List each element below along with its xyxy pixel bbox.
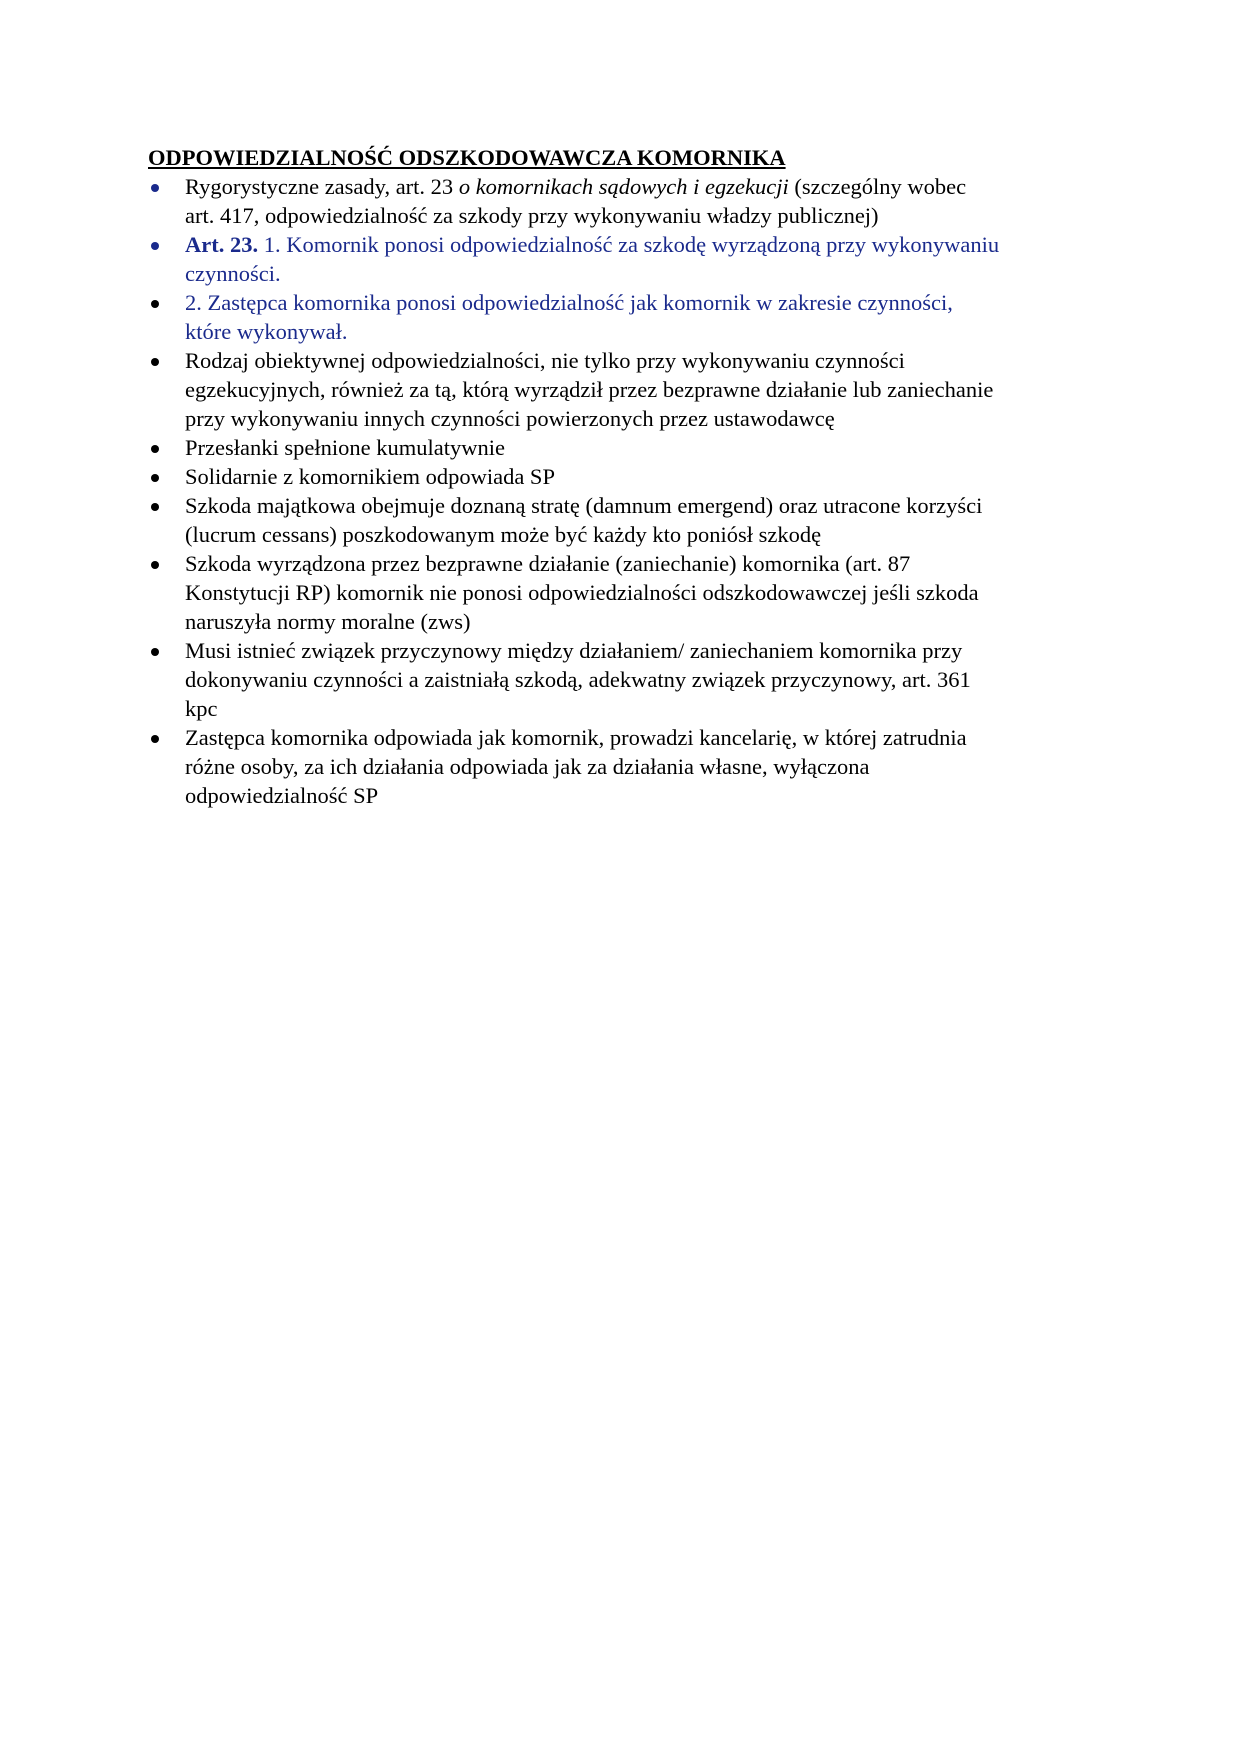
list-item-line: Konstytucji RP) komornik nie ponosi odpowiedzialności odszkodowawczej jeśli szkoda: [185, 580, 979, 605]
list-item-line: odpowiedzialność SP: [185, 783, 379, 808]
bullet-icon: [151, 648, 159, 656]
bullet-icon: [151, 242, 159, 250]
list-item-line: egzekucyjnych, również za tą, którą wyrządził przez bezprawne działanie lub zaniechanie: [185, 377, 994, 402]
bullet-icon: [151, 474, 159, 482]
list-item-line: które wykonywał.: [185, 319, 348, 344]
document-title: ODPOWIEDZIALNOŚĆ ODSZKODOWAWCZA KOMORNIKA: [148, 145, 786, 170]
list-item-line: Rodzaj obiektywnej odpowiedzialności, nie tylko przy wykonywaniu czynności: [185, 348, 905, 373]
article-number: Art. 23.: [185, 232, 259, 257]
list-item-line: Musi istnieć związek przyczynowy między działaniem/ zaniechaniem komornika przy: [185, 638, 963, 663]
bullet-icon: [151, 503, 159, 511]
list-item-line: dokonywaniu czynności a zaistniałą szkodą, adekwatny związek przyczynowy, art. 361: [185, 667, 971, 692]
list-item: [148, 288, 1108, 346]
list-item-line: art. 417, odpowiedzialność za szkody przy wykonywaniu władzy publicznej): [185, 203, 879, 228]
list-item: [148, 636, 1108, 723]
document-page: [148, 143, 1108, 810]
list-item: [148, 491, 1108, 549]
list-item-line: różne osoby, za ich działania odpowiada jak za działania własne, wyłączona: [185, 754, 870, 779]
list-item: [148, 723, 1108, 810]
list-item-line: Art. 23. 1. Komornik ponosi odpowiedzialność za szkodę wyrządzoną przy wykonywaniu: [185, 232, 1000, 257]
bullet-icon: [151, 561, 159, 569]
list-item: [148, 230, 1108, 288]
bullet-icon: [151, 184, 159, 192]
list-item-line: czynności.: [185, 261, 281, 286]
list-item: [148, 433, 1108, 462]
list-item-line: (lucrum cessans) poszkodowanym może być każdy kto poniósł szkodę: [185, 522, 822, 547]
list-item: [148, 172, 1108, 230]
bullet-icon: [151, 735, 159, 743]
statute-name: o komornikach sądowych i egzekucji: [458, 174, 789, 199]
list-item-line: naruszyła normy moralne (zws): [185, 609, 471, 634]
list-item-line: przy wykonywaniu innych czynności powierzonych przez ustawodawcę: [185, 406, 835, 431]
list-item-line: Szkoda wyrządzona przez bezprawne działanie (zaniechanie) komornika (art. 87: [185, 551, 911, 576]
list-item-line: kpc: [185, 696, 218, 721]
list-item: [148, 549, 1108, 636]
list-item: [148, 346, 1108, 433]
list-item-line: Rygorystyczne zasady, art. 23 o komornikach sądowych i egzekucji (szczególny wobec: [185, 174, 967, 199]
bullet-list: [148, 172, 1108, 810]
list-item-line: Zastępca komornika odpowiada jak komornik, prowadzi kancelarię, w której zatrudnia: [185, 725, 967, 750]
bullet-icon: [151, 300, 159, 308]
list-item-line: Przesłanki spełnione kumulatywnie: [185, 435, 505, 460]
bullet-icon: [151, 358, 159, 366]
list-item-line: Szkoda majątkowa obejmuje doznaną stratę (damnum emergend) oraz utracone korzyści: [185, 493, 983, 518]
bullet-icon: [151, 445, 159, 453]
list-item: [148, 462, 1108, 491]
list-item-line: Solidarnie z komornikiem odpowiada SP: [185, 464, 555, 489]
list-item-line: 2. Zastępca komornika ponosi odpowiedzialność jak komornik w zakresie czynności,: [185, 290, 953, 315]
